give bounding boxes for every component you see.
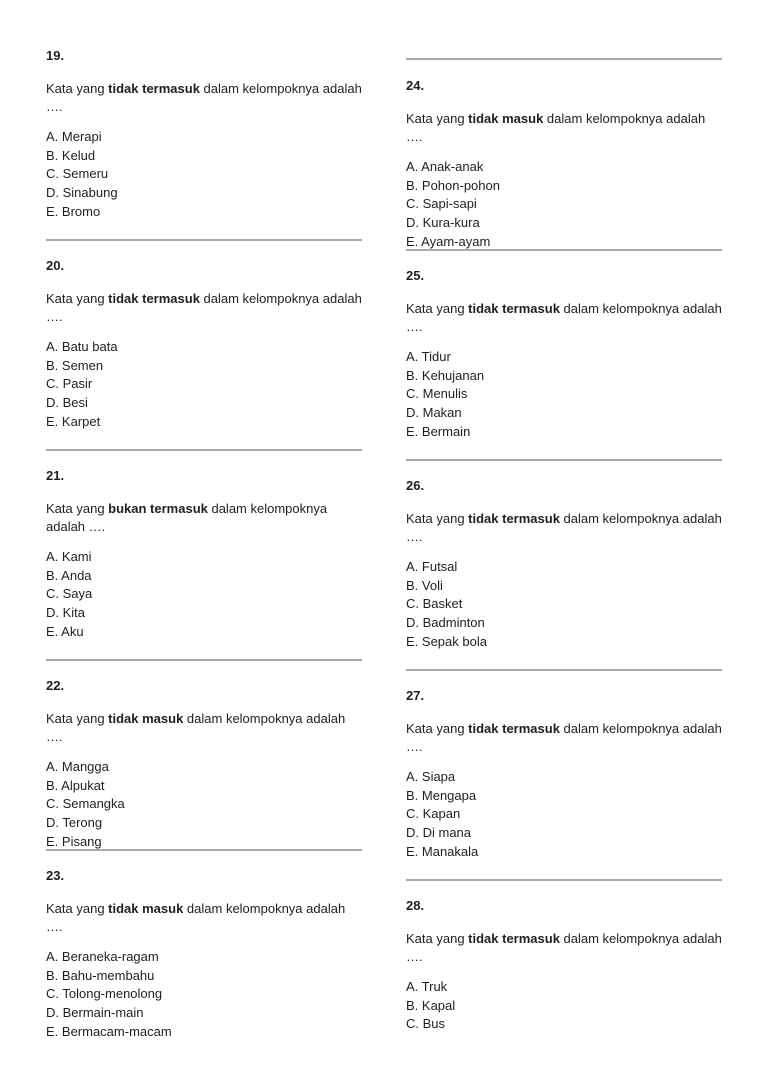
question-24 bbox=[406, 78, 722, 252]
stem-text: Kata yang bbox=[46, 291, 109, 306]
answer-option: E. Aku bbox=[46, 623, 84, 639]
answer-option: D. Bermain-main bbox=[46, 1005, 144, 1021]
question-number: 22. bbox=[46, 678, 65, 693]
question-27 bbox=[406, 688, 722, 862]
divider bbox=[46, 449, 362, 451]
stem-emphasis: tidak termasuk bbox=[468, 301, 560, 316]
answer-option: B. Kelud bbox=[46, 147, 96, 163]
stem-text: Kata yang bbox=[46, 901, 109, 916]
answer-option: C. Semangka bbox=[46, 796, 125, 812]
answer-option: A. Anak-anak bbox=[406, 159, 484, 174]
divider bbox=[406, 669, 722, 671]
answer-option: A. Siapa bbox=[406, 769, 456, 784]
stem-text: Kata yang bbox=[406, 931, 469, 946]
divider bbox=[406, 58, 722, 60]
question-stem bbox=[46, 900, 362, 936]
question-number: 20. bbox=[46, 258, 65, 273]
stem-text: dalam kelompoknya adalah …. bbox=[406, 721, 722, 754]
question-stem bbox=[46, 710, 362, 746]
question-25 bbox=[406, 268, 722, 442]
answer-options bbox=[406, 978, 722, 1034]
answer-option: B. Anda bbox=[46, 567, 92, 583]
question-28 bbox=[406, 898, 722, 1034]
answer-option: D. Di mana bbox=[406, 825, 472, 841]
answer-option: D. Besi bbox=[46, 395, 88, 411]
answer-option: D. Kura-kura bbox=[406, 215, 480, 231]
answer-option: B. Pohon-pohon bbox=[406, 177, 500, 193]
divider bbox=[46, 849, 362, 851]
divider bbox=[406, 249, 722, 251]
answer-option: E. Bermain bbox=[406, 423, 471, 439]
question-stem bbox=[406, 930, 722, 966]
answer-options bbox=[406, 558, 722, 652]
answer-options bbox=[406, 768, 722, 862]
stem-text: Kata yang bbox=[46, 81, 109, 96]
answer-option: C. Semeru bbox=[46, 166, 109, 182]
answer-option: C. Pasir bbox=[46, 376, 93, 392]
stem-text: dalam kelompoknya adalah …. bbox=[46, 901, 346, 934]
answer-options bbox=[46, 948, 362, 1042]
question-26 bbox=[406, 478, 722, 652]
answer-option: A. Tidur bbox=[406, 349, 451, 364]
answer-option: B. Semen bbox=[46, 357, 104, 373]
answer-options bbox=[406, 158, 722, 252]
question-stem bbox=[46, 500, 362, 536]
question-number: 23. bbox=[46, 868, 65, 883]
stem-text: dalam kelompoknya adalah …. bbox=[406, 301, 722, 334]
stem-emphasis: tidak termasuk bbox=[468, 511, 560, 526]
divider bbox=[46, 239, 362, 241]
question-stem bbox=[406, 300, 722, 336]
divider bbox=[46, 659, 362, 661]
answer-option: A. Mangga bbox=[46, 759, 109, 774]
stem-emphasis: bukan termasuk bbox=[108, 501, 208, 516]
stem-emphasis: tidak masuk bbox=[108, 901, 184, 916]
answer-option: B. Kehujanan bbox=[406, 367, 485, 383]
answer-option: D. Badminton bbox=[406, 615, 485, 631]
question-19 bbox=[46, 48, 362, 222]
answer-option: B. Voli bbox=[406, 577, 443, 593]
stem-text: Kata yang bbox=[406, 301, 469, 316]
divider bbox=[406, 459, 722, 461]
stem-emphasis: tidak masuk bbox=[468, 111, 544, 126]
stem-text: dalam kelompoknya adalah …. bbox=[46, 711, 346, 744]
stem-text: dalam kelompoknya adalah …. bbox=[46, 501, 328, 534]
answer-options bbox=[46, 548, 362, 642]
answer-option: C. Basket bbox=[406, 596, 463, 612]
answer-option: B. Kapal bbox=[406, 997, 456, 1013]
stem-emphasis: tidak termasuk bbox=[468, 721, 560, 736]
question-number: 19. bbox=[46, 48, 65, 63]
answer-option: A. Truk bbox=[406, 979, 448, 994]
stem-text: dalam kelompoknya adalah …. bbox=[46, 81, 362, 114]
stem-text: dalam kelompoknya adalah …. bbox=[46, 291, 362, 324]
answer-option: A. Kami bbox=[46, 549, 92, 564]
answer-option: E. Manakala bbox=[406, 843, 479, 859]
answer-option: E. Ayam-ayam bbox=[406, 233, 491, 249]
answer-option: B. Alpukat bbox=[46, 777, 105, 793]
stem-text: dalam kelompoknya adalah …. bbox=[406, 511, 722, 544]
stem-text: Kata yang bbox=[406, 721, 469, 736]
stem-emphasis: tidak termasuk bbox=[468, 931, 560, 946]
question-number: 24. bbox=[406, 78, 425, 93]
question-stem bbox=[406, 720, 722, 756]
answer-option: C. Menulis bbox=[406, 386, 468, 402]
question-stem bbox=[406, 510, 722, 546]
stem-text: dalam kelompoknya adalah …. bbox=[406, 111, 706, 144]
answer-option: B. Bahu-membahu bbox=[46, 967, 155, 983]
answer-option: E. Pisang bbox=[46, 833, 102, 849]
answer-option: C. Saya bbox=[46, 586, 93, 602]
answer-option: C. Bus bbox=[406, 1016, 446, 1032]
stem-text: Kata yang bbox=[46, 711, 109, 726]
question-number: 26. bbox=[406, 478, 425, 493]
answer-option: D. Terong bbox=[46, 815, 103, 831]
answer-option: E. Bermacam-macam bbox=[46, 1023, 172, 1039]
answer-option: C. Kapan bbox=[406, 806, 461, 822]
stem-emphasis: tidak termasuk bbox=[108, 81, 200, 96]
stem-emphasis: tidak masuk bbox=[108, 711, 184, 726]
answer-option: D. Makan bbox=[406, 405, 462, 421]
answer-option: A. Merapi bbox=[46, 129, 102, 144]
question-stem bbox=[46, 290, 362, 326]
question-stem bbox=[406, 110, 722, 146]
stem-emphasis: tidak termasuk bbox=[108, 291, 200, 306]
answer-option: E. Karpet bbox=[46, 413, 101, 429]
question-22 bbox=[46, 678, 362, 852]
answer-option: E. Sepak bola bbox=[406, 633, 487, 649]
question-21 bbox=[46, 468, 362, 642]
stem-text: Kata yang bbox=[46, 501, 109, 516]
question-stem bbox=[46, 80, 362, 116]
question-number: 25. bbox=[406, 268, 425, 283]
answer-options bbox=[46, 128, 362, 222]
divider bbox=[406, 879, 722, 881]
answer-option: C. Tolong-menolong bbox=[46, 986, 163, 1002]
question-23 bbox=[46, 868, 362, 1042]
stem-text: Kata yang bbox=[406, 511, 469, 526]
answer-option: A. Beraneka-ragam bbox=[46, 949, 159, 964]
answer-options bbox=[46, 758, 362, 852]
answer-option: E. Bromo bbox=[46, 203, 101, 219]
answer-option: D. Sinabung bbox=[46, 185, 118, 201]
answer-option: A. Batu bata bbox=[46, 339, 118, 354]
question-20 bbox=[46, 258, 362, 432]
answer-option: D. Kita bbox=[46, 605, 86, 621]
question-number: 28. bbox=[406, 898, 425, 913]
stem-text: Kata yang bbox=[406, 111, 469, 126]
answer-option: A. Futsal bbox=[406, 559, 458, 574]
question-number: 27. bbox=[406, 688, 425, 703]
answer-option: B. Mengapa bbox=[406, 787, 477, 803]
answer-options bbox=[46, 338, 362, 432]
stem-text: dalam kelompoknya adalah …. bbox=[406, 931, 722, 964]
question-number: 21. bbox=[46, 468, 65, 483]
answer-options bbox=[406, 348, 722, 442]
answer-option: C. Sapi-sapi bbox=[406, 196, 477, 212]
